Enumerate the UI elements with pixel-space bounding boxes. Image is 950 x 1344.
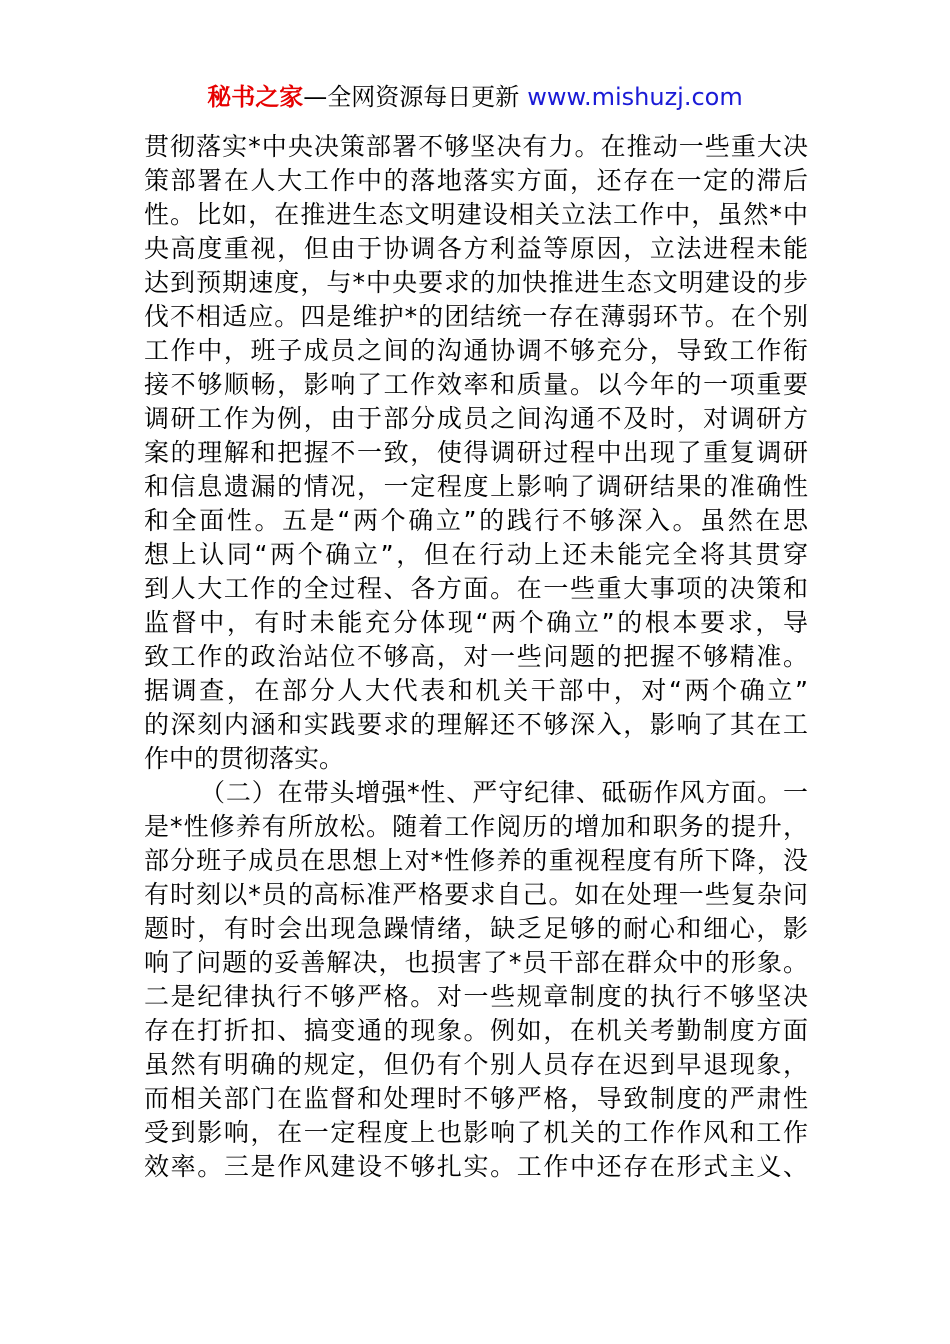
site-url-link[interactable]: www.mishuzj.com <box>527 83 743 111</box>
site-tagline: —全网资源每日更新 <box>303 83 520 111</box>
text-line: 伐不相适应。四是维护*的团结统一存在薄弱环节。在个别 <box>144 302 808 331</box>
text-line: 工作中，班子成员之间的沟通协调不够充分，导致工作衔 <box>144 336 808 365</box>
text-line: 而相关部门在监督和处理时不够严格，导致制度的严肃性 <box>144 1084 808 1113</box>
text-line: 接不够顺畅，影响了工作效率和质量。以今年的一项重要 <box>144 370 808 399</box>
text-line: 案的理解和把握不一致，使得调研过程中出现了重复调研 <box>144 438 808 467</box>
text-line: 二是纪律执行不够严格。对一些规章制度的执行不够坚决 <box>144 982 808 1011</box>
text-line: 想上认同“两个确立”，但在行动上还未能完全将其贯穿 <box>144 540 808 569</box>
text-line: 性。比如，在推进生态文明建设相关立法工作中，虽然*中 <box>144 200 808 229</box>
text-line: 的深刻内涵和实践要求的理解还不够深入，影响了其在工 <box>144 710 808 739</box>
section-heading-line: （二）在带头增强*性、严守纪律、砥砺作风方面。一 <box>200 778 808 807</box>
text-line: 存在打折扣、搞变通的现象。例如，在机关考勤制度方面 <box>144 1016 808 1045</box>
text-line: 和全面性。五是“两个确立”的践行不够深入。虽然在思 <box>144 506 808 535</box>
text-line: 有时刻以*员的高标准严格要求自己。如在处理一些复杂问 <box>144 880 808 909</box>
site-brand: 秘书之家 <box>207 83 304 111</box>
text-line: 到人大工作的全过程、各方面。在一些重大事项的决策和 <box>144 574 808 603</box>
text-line: 致工作的政治站位不够高，对一些问题的把握不够精准。 <box>144 642 808 671</box>
paragraph-end-line: 作中的贯彻落实。 <box>144 744 345 773</box>
page-header <box>0 80 950 114</box>
text-line: 调研工作为例，由于部分成员之间沟通不及时，对调研方 <box>144 404 808 433</box>
text-line: 虽然有明确的规定，但仍有个别人员存在迟到早退现象， <box>144 1050 808 1079</box>
text-line: 央高度重视，但由于协调各方利益等原因，立法进程未能 <box>144 234 808 263</box>
text-line: 监督中，有时未能充分体现“两个确立”的根本要求，导 <box>144 608 808 637</box>
text-line: 题时，有时会出现急躁情绪，缺乏足够的耐心和细心，影 <box>144 914 808 943</box>
text-line: 贯彻落实*中央决策部署不够坚决有力。在推动一些重大决 <box>144 132 808 161</box>
text-line: 响了问题的妥善解决，也损害了*员干部在群众中的形象。 <box>144 948 808 977</box>
text-line: 和信息遗漏的情况，一定程度上影响了调研结果的准确性 <box>144 472 808 501</box>
text-line: 达到预期速度，与*中央要求的加快推进生态文明建设的步 <box>144 268 808 297</box>
text-line: 据调查，在部分人大代表和机关干部中，对“两个确立” <box>144 676 808 705</box>
text-line: 受到影响，在一定程度上也影响了机关的工作作风和工作 <box>144 1118 808 1147</box>
text-line: 是*性修养有所放松。随着工作阅历的增加和职务的提升， <box>144 812 808 841</box>
text-line: 策部署在人大工作中的落地落实方面，还存在一定的滞后 <box>144 166 808 195</box>
text-line: 部分班子成员在思想上对*性修养的重视程度有所下降，没 <box>144 846 808 875</box>
text-line: 效率。三是作风建设不够扎实。工作中还存在形式主义、 <box>144 1152 808 1181</box>
